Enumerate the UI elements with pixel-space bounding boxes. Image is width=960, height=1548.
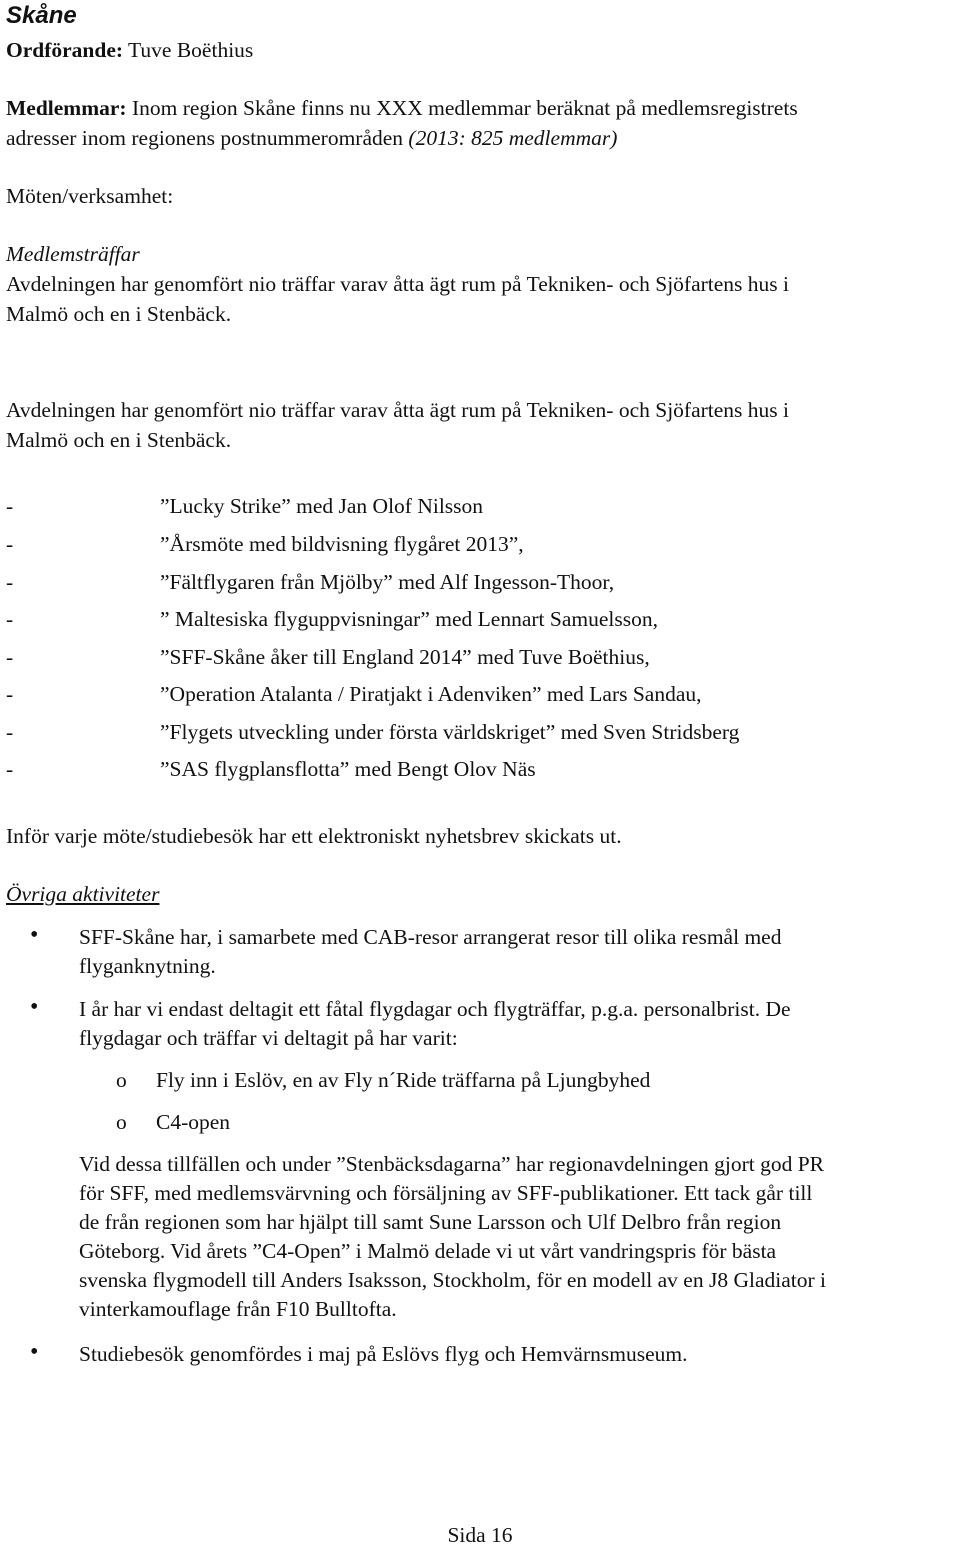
sub-bullet-marker: o	[116, 1068, 127, 1092]
meetups-para2-line2: Malmö och en i Stenbäck.	[6, 428, 232, 452]
talk-dash: -	[6, 532, 14, 556]
meetups-subheading: Medlemsträffar	[6, 242, 140, 266]
bullet-icon: •	[30, 994, 39, 1020]
talk-dash: -	[6, 682, 14, 706]
other-activities-heading: Övriga aktiviteter	[6, 882, 160, 906]
summary-line-3: de från regionen som har hjälpt till samt Sune Larsson och Ulf Delbro från region	[79, 1210, 782, 1234]
members-text-2: adresser inom regionens postnummerområden	[6, 126, 409, 150]
meetups-para2-line1: Avdelningen har genomfört nio träffar varav åtta ägt rum på Tekniken- och Sjöfartens hus i	[6, 398, 789, 422]
talk-item: ”Fältflygaren från Mjölby” med Alf Ingesson-Thoor,	[160, 570, 615, 594]
summary-line-1: Vid dessa tillfällen och under ”Stenbäcksdagarna” har regionavdelningen gjort god PR	[79, 1152, 825, 1176]
cab-line-1: SFF-Skåne har, i samarbete med CAB-resor arrangerat resor till olika resmål med	[79, 925, 782, 949]
talk-item: ”Flygets utveckling under första världskriget” med Sven Stridsberg	[160, 720, 740, 744]
flydays-line-2: flygdagar och träffar vi deltagit på har varit:	[79, 1026, 458, 1050]
members-label: Medlemmar:	[6, 96, 127, 120]
event-item: Fly inn i Eslöv, en av Fly n´Ride träffarna på Ljungbyhed	[156, 1068, 651, 1092]
members-text-1: Inom region Skåne finns nu XXX medlemmar beräknat på medlemsregistrets	[131, 96, 798, 120]
talk-dash: -	[6, 757, 14, 781]
study-visit-line: Studiebesök genomfördes i maj på Eslövs flyg och Hemvärnsmuseum.	[79, 1342, 688, 1366]
flydays-line-1: I år har vi endast deltagit ett fåtal flygdagar och flygträffar, p.g.a. personalbrist. De	[79, 997, 791, 1021]
bullet-icon: •	[30, 922, 39, 948]
talk-item: ”Lucky Strike” med Jan Olof Nilsson	[160, 494, 484, 518]
members-line-2	[6, 126, 617, 151]
sub-bullet-marker: o	[116, 1110, 127, 1134]
meetings-heading: Möten/verksamhet:	[6, 184, 174, 208]
meetups-para1-line2: Malmö och en i Stenbäck.	[6, 302, 232, 326]
talk-dash: -	[6, 607, 14, 631]
page-number: Sida 16	[447, 1523, 513, 1547]
cab-line-2: flyganknytning.	[79, 954, 216, 978]
talk-dash: -	[6, 570, 14, 594]
region-heading: Skåne	[6, 2, 77, 29]
chair-label: Ordförande:	[6, 38, 124, 62]
newsletter-note: Inför varje möte/studiebesök har ett elektroniskt nyhetsbrev skickats ut.	[6, 824, 622, 848]
members-line-1	[6, 96, 798, 121]
talk-item: ”Årsmöte med bildvisning flygåret 2013”,	[160, 532, 524, 556]
members-count-2013: (2013: 825 medlemmar)	[408, 126, 618, 150]
summary-line-4: Göteborg. Vid årets ”C4-Open” i Malmö delade vi ut vårt vandringspris för bästa	[79, 1239, 777, 1263]
talk-item: ” Maltesiska flyguppvisningar” med Lennart Samuelsson,	[160, 607, 658, 631]
meetups-para1-line1: Avdelningen har genomfört nio träffar varav åtta ägt rum på Tekniken- och Sjöfartens hus i	[6, 272, 789, 296]
event-item: C4-open	[156, 1110, 231, 1134]
bullet-icon: •	[30, 1339, 39, 1365]
talk-dash: -	[6, 645, 14, 669]
talk-dash: -	[6, 494, 14, 518]
summary-line-5: svenska flygmodell till Anders Isaksson, Stockholm, för en modell av en J8 Gladiator i	[79, 1268, 827, 1292]
talk-item: ”SFF-Skåne åker till England 2014” med Tuve Boëthius,	[160, 645, 650, 669]
summary-line-6: vinterkamouflage från F10 Bulltofta.	[79, 1297, 397, 1321]
chair-line	[6, 38, 253, 63]
talk-item: ”SAS flygplansflotta” med Bengt Olov Näs	[160, 757, 536, 781]
chair-name: Tuve Boëthius	[128, 38, 254, 62]
talk-dash: -	[6, 720, 14, 744]
summary-line-2: för SFF, med medlemsvärvning och försäljning av SFF-publikationer. Ett tack går till	[79, 1181, 813, 1205]
talk-item: ”Operation Atalanta / Piratjakt i Adenviken” med Lars Sandau,	[160, 682, 702, 706]
